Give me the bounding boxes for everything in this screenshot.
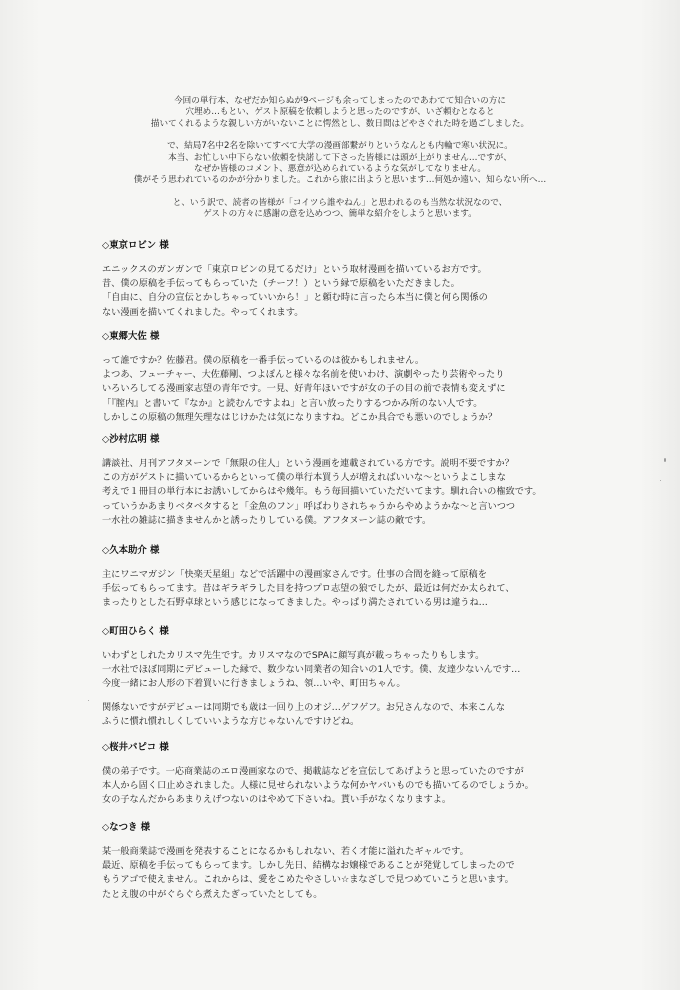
scan-speck: [664, 458, 666, 462]
intro-line: ゲストの方々に感謝の意を込めつつ、簡単な紹介をしようと思います。: [203, 209, 477, 220]
intro-line: 描いてくれるような親しい方がいないことに愕然とし、数日間はどやさぐれた時を過ごしました。: [150, 118, 530, 129]
intro-text: [60, 96, 620, 232]
guest-line: 昔、僕の原稿を手伝ってもらっていた（チーフ！）という縁で原稿をいただきました。: [102, 278, 460, 290]
guest-line: 「『膣内』と書いて『なか』と読むんですよね」と言い放ったりするつかみ所のない人です。: [102, 397, 483, 409]
guest-name: ◇東郷大佐 様: [102, 331, 160, 342]
guest-line: しかしこの原稿の無理矢理なはじけかたは気になりますね。どこか具合でも悪いのでしょうか？: [102, 411, 498, 423]
guest-description: [102, 457, 572, 528]
guest-line: 一水社の雑誌に描きませんかと誘ったりしている僕。アフタヌーン誌の敵です。: [102, 514, 432, 526]
paragraph-gap: [102, 692, 572, 701]
guest-line: 手伝ってもらってます。昔はギラギラした目を持つプロ志望の狼でしたが、最近は何だか太られて、: [102, 583, 515, 595]
guest-name: ◇なつき 様: [102, 822, 150, 833]
intro-paragraph-1: [60, 96, 620, 130]
guest-name: ◇久本助介 様: [102, 545, 160, 556]
guest-line: ない漫画を描いてくれました。やってくれます。: [102, 306, 304, 318]
guest-line: 主にワニマガジン「快楽天星組」などで活躍中の漫画家さんです。仕事の合間を縫って原稿を: [102, 569, 487, 580]
intro-line: で、結局7名中2名を除いてすべて大学の漫画部繋がりというなんとも内輪で寒い状況に。: [167, 141, 513, 152]
guest-line: 関係ないですがデビューは同期でも歳は一回り上のオジ…ゲフゲフ。お兄さんなので、本来こんな: [102, 701, 506, 713]
intro-paragraph-3: [60, 198, 620, 221]
guest-line: 某一般商業誌で漫画を発表することになるかもしれない、若く才能に溢れたギャルです。: [102, 846, 469, 857]
guest-line: よつあ、フューチャー、大佐藤剛、つよぽんと様々な名前を使いわけ、演劇やったり芸術やったり: [102, 369, 505, 381]
guest-section-tokyo-robin: [102, 240, 572, 320]
guest-line: 僕の弟子です。一応商業誌のエロ漫画家なので、掲載誌などを宣伝してあげようと思っていたのですが: [102, 766, 524, 777]
guest-line: まったりとした石野卓球という感じになってきました。やっぱり満たされている男は違うね…: [102, 597, 488, 609]
scan-speck: [88, 700, 89, 701]
guest-line: この方がゲストに描いているからといって僕の単行本買う人が増えればいいな～というよこしまな: [102, 472, 506, 484]
guest-name: ◇東京ロビン 様: [102, 240, 169, 251]
guest-line: 講談社、月刊アフタヌーンで「無限の住人」という漫画を連載されている方です。説明不要ですか？: [102, 458, 514, 469]
guest-line: たとえ腹の中がぐらぐら煮えたぎっていたとしても。: [102, 888, 323, 900]
guest-line: 最近、原稿を手伝ってもらってます。しかし先日、結構なお嬢様であることが発覚してしまったので: [102, 860, 515, 872]
intro-line: 僕がそう思われているのかが分かりました。これから旅に出ようと思います…何処か遠い、知らない所へ…: [133, 175, 547, 186]
guest-line: って誰ですか？佐藤君。僕の原稿を一番手伝っているのは彼かもしれません。: [102, 355, 425, 366]
guest-line: 女の子なんだからあまりえげつないのはやめて下さいね。貰い手がなくなりますよ。: [102, 794, 452, 806]
guest-name: ◇桜井パピコ 様: [102, 742, 169, 753]
guest-section-machida-hiraku: [102, 626, 572, 729]
guest-name: ◇町田ひらく 様: [102, 626, 169, 637]
guest-section-samura-hiroaki: [102, 434, 572, 528]
guest-section-sakurai-papiko: [102, 742, 572, 808]
guest-description: [102, 845, 572, 902]
intro-line: 今回の単行本、なぜだか知らぬが9ページも余ってしまったのであわてて知合いの方に: [174, 96, 506, 106]
guest-line: いろいろしてる漫画家志望の青年です。一見、好青年ほいですが女の子の目の前で表情も変えずに: [102, 383, 506, 395]
guest-line: いわずとしれたカリスマ先生です。カリスマなのでSPAに顔写真が載っちゃったりもします。: [102, 650, 485, 661]
guest-description: [102, 568, 572, 611]
guest-description: [102, 649, 572, 729]
scan-speck: [660, 480, 661, 481]
guest-line: 「自由に、自分の宣伝とかしちゃっていいから！」と頼む時に言ったら本当に僕と何ら関係の: [102, 292, 488, 304]
guest-line: 考えで１冊目の単行本にお誘いしてからはや幾年。もう毎回描いていただいてます。馴れ合いの権致です。: [102, 486, 542, 498]
intro-line: と、いう訳で、読者の皆様が「コイツら誰やねん」と思われるのも当然な状況なので、: [172, 197, 508, 208]
intro-paragraph-2: [60, 141, 620, 187]
intro-line: 穴埋め…もとい、ゲスト原稿を依頼しようと思ったのですが、いざ頼むとなると: [185, 107, 495, 118]
guest-section-hisamoto-sukesuke: [102, 545, 572, 611]
guest-section-natsuki: [102, 822, 572, 902]
guest-line: 本人から固く口止めされました。人様に見せられないような何かヤバいものでも描いてるのでしょうか。: [102, 780, 534, 792]
guest-description: [102, 354, 572, 425]
guest-name: ◇沙村広明 様: [102, 434, 160, 445]
guest-section-togo-taisa: [102, 331, 572, 425]
guest-line: 一水社でほぼ同期にデビューした縁で、数少ない同業者の知合いの1人です。僕、友達少ないんです…: [102, 664, 521, 676]
guest-description: [102, 765, 572, 808]
intro-line: 本当、お忙しい中下らない依頼を快諾して下さった皆様には頭が上がりません…ですが、: [168, 152, 512, 163]
guest-line: もうアゴで使えません。これからは、愛をこめたやさしい☆まなざしで見つめていこうと思います。: [102, 874, 514, 886]
guest-description: [102, 263, 572, 320]
guest-line: 今度一緒にお人形の下着買いに行きましょうね、領…いや、町田ちゃん。: [102, 678, 406, 690]
guest-line: っていうかあまりベタベタすると「金魚のフン」呼ばわりされちゃうからやめようかな～と言いつつ: [102, 500, 516, 512]
intro-line: なぜか皆様のコメント、悪意が込められているような気がしてなりません。: [194, 164, 486, 175]
guest-line: エニックスのガンガンで「東京ロビンの見てるだけ」という取材漫画を描いているお方です。: [102, 264, 487, 275]
guest-line: ふうに慣れ慣れしくしていいような方じゃないんですけどね。: [102, 715, 360, 727]
